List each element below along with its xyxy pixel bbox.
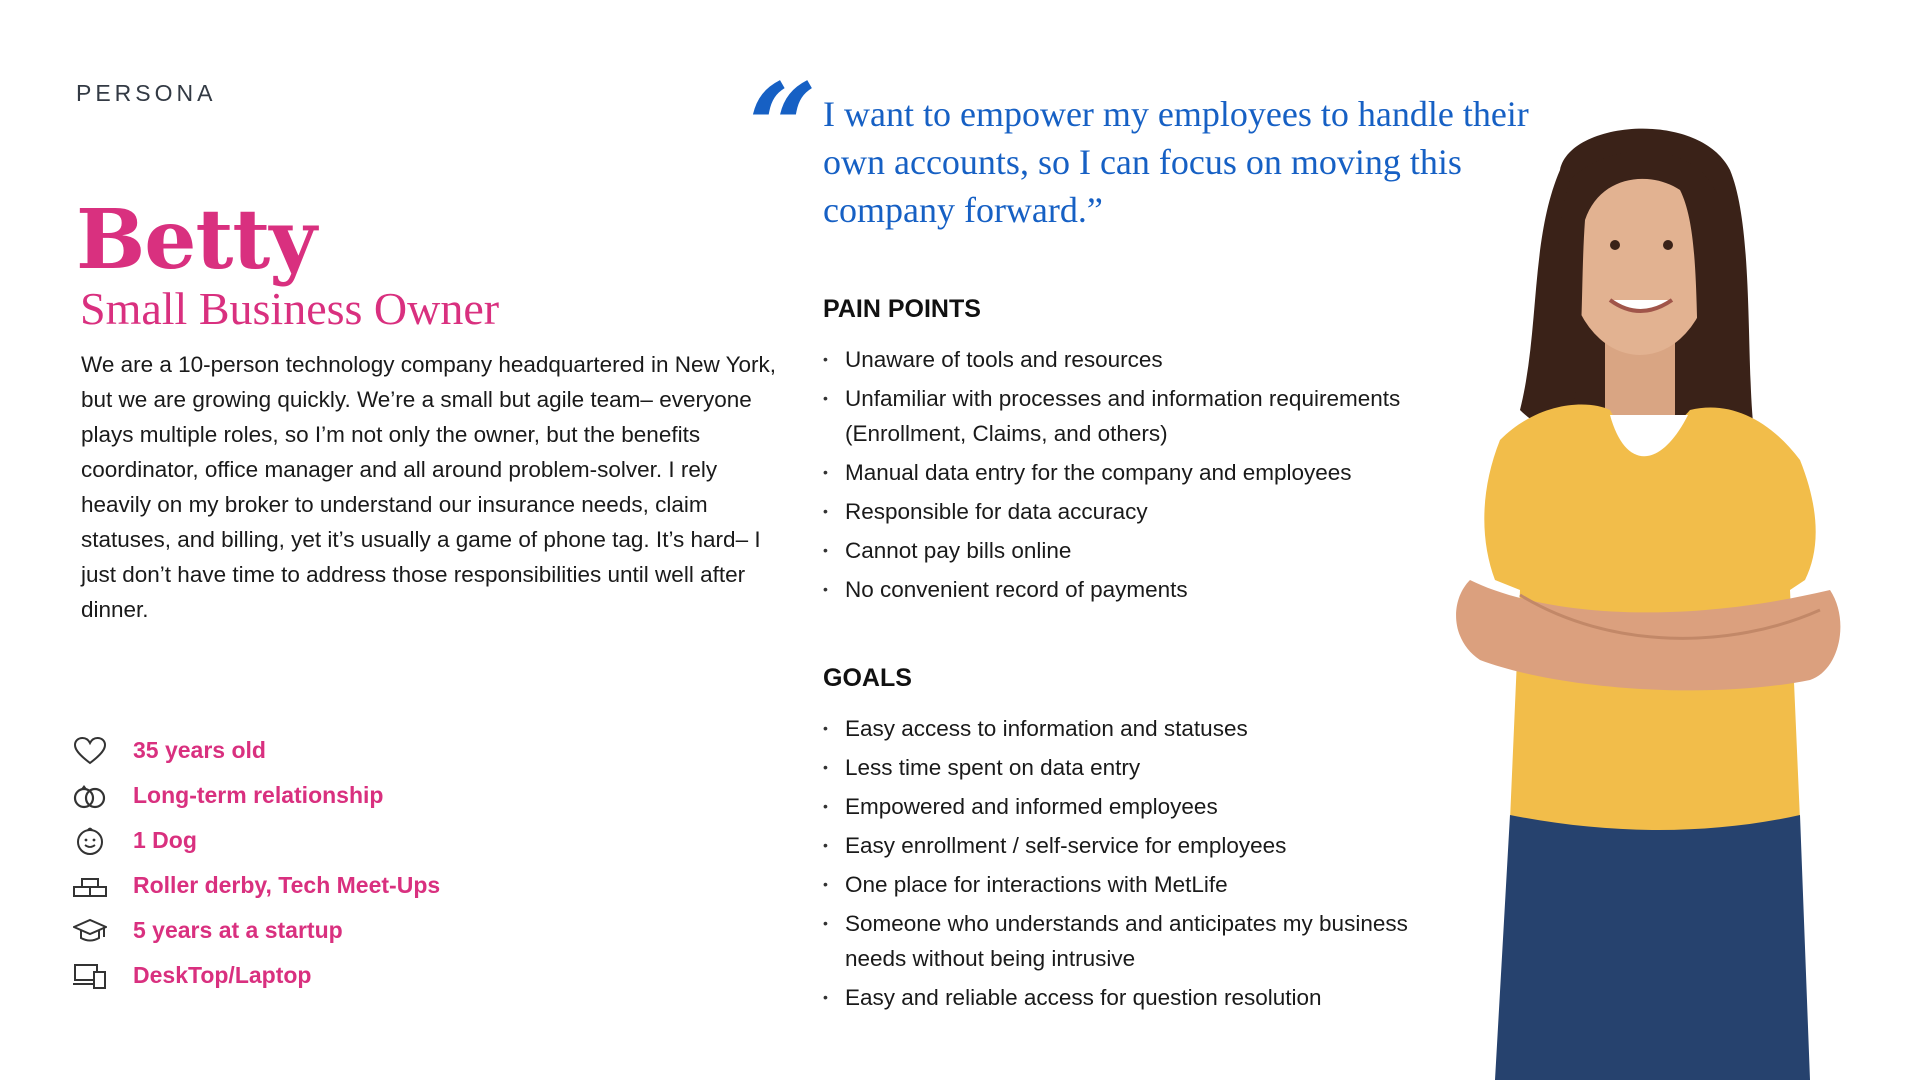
list-item: • Manual data entry for the company and employees <box>823 455 1423 490</box>
list-item: • One place for interactions with MetLife <box>823 867 1423 902</box>
fact-text: Roller derby, Tech Meet-Ups <box>133 872 441 898</box>
persona-label: PERSONA <box>76 80 217 106</box>
photo-jeans <box>1495 815 1810 1080</box>
pain-points-title: PAIN POINTS <box>823 295 981 323</box>
list-item: • Easy access to information and statuses <box>823 711 1423 746</box>
list-item: • Someone who understands and anticipates my business needs without being intrusive <box>823 906 1423 976</box>
fact-age <box>72 728 592 773</box>
fact-devices <box>72 953 592 998</box>
persona-photo <box>1410 110 1880 1080</box>
persona-bio: We are a 10-person technology company headquartered in New York, but we are growing quickly. We’re a small but agile team– everyone plays multiple roles, so I’m not only the owner, but the benefits coordinator, office manager and all around problem-solver. I rely heavily on my broker to understand our insurance needs, claim statuses, and billing, yet it’s usually a game of phone tag. It’s hard– I just don’t have time to address those responsibilities until well after dinner. <box>81 352 777 622</box>
goals-title: GOALS <box>823 664 912 692</box>
list-item: • Responsible for data accuracy <box>823 494 1423 529</box>
list-item: • No convenient record of payments <box>823 572 1423 607</box>
list-item: • Unfamiliar with processes and information requirements (Enrollment, Claims, and others) <box>823 381 1423 451</box>
devices-icon <box>72 960 108 992</box>
fact-text: DeskTop/Laptop <box>133 962 312 988</box>
quote-mark-icon: “ <box>748 57 818 198</box>
fact-text: Long-term relationship <box>133 782 384 808</box>
list-item: • Less time spent on data entry <box>823 750 1423 785</box>
fact-text: 1 Dog <box>133 827 197 853</box>
pain-points-list <box>823 342 1423 611</box>
persona-role: Small Business Owner <box>80 283 500 334</box>
rings-icon <box>72 780 108 812</box>
goals-list <box>823 711 1423 1019</box>
fact-family <box>72 818 592 863</box>
graduation-cap-icon <box>72 915 108 947</box>
fact-text: 35 years old <box>133 737 266 763</box>
heart-icon <box>72 735 108 767</box>
fact-text: 5 years at a startup <box>133 917 343 943</box>
persona-quote: I want to empower my employees to handle their own accounts, so I can focus on moving this company forward.” <box>823 94 1529 230</box>
list-item: • Empowered and informed employees <box>823 789 1423 824</box>
persona-facts <box>72 728 592 998</box>
fact-relationship <box>72 773 592 818</box>
baby-face-icon <box>72 825 108 857</box>
list-item: • Cannot pay bills online <box>823 533 1423 568</box>
fact-hobbies <box>72 863 592 908</box>
list-item: • Easy and reliable access for question resolution <box>823 980 1423 1015</box>
list-item: • Easy enrollment / self-service for employees <box>823 828 1423 863</box>
bricks-icon <box>72 870 108 902</box>
list-item: • Unaware of tools and resources <box>823 342 1423 377</box>
fact-work <box>72 908 592 953</box>
persona-name: Betty <box>76 192 316 288</box>
